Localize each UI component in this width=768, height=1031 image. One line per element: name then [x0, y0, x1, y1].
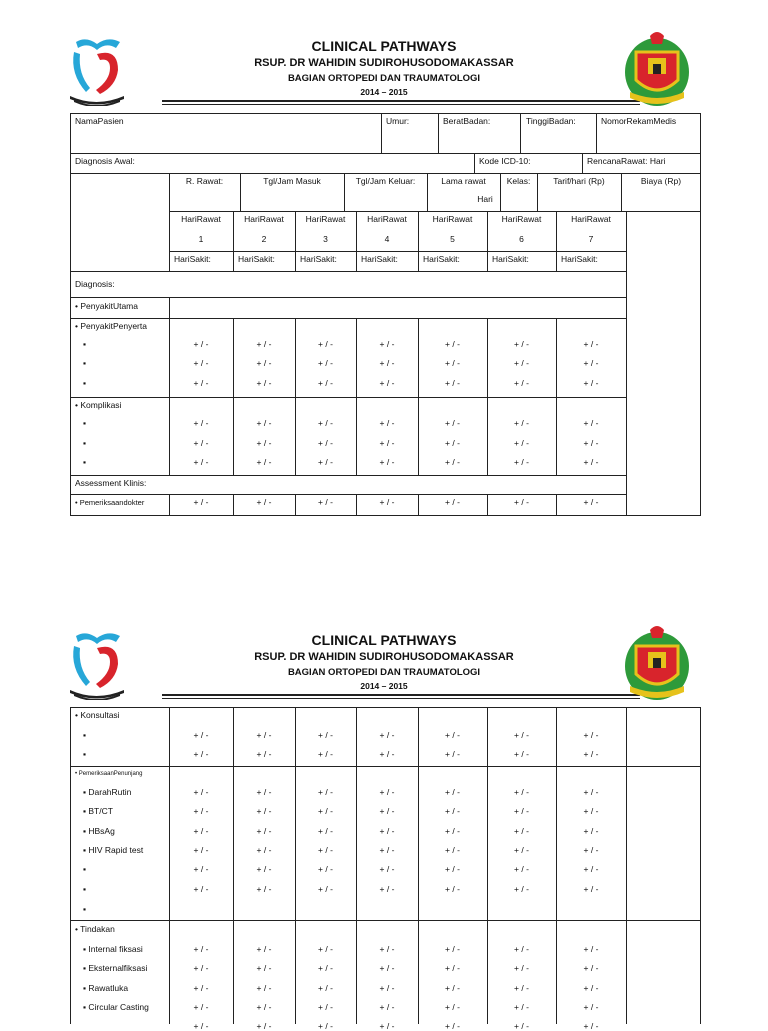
result-mark: + / - — [318, 826, 333, 836]
result-mark: + / - — [256, 806, 272, 816]
result-mark: + / - — [514, 787, 529, 797]
result-mark: + / - — [379, 806, 395, 816]
result-mark: + / - — [514, 358, 529, 368]
label-internal-fiksasi: ▪ Internal fiksasi — [83, 944, 143, 954]
result-mark: + / - — [445, 963, 460, 973]
label-hbsag: ▪ HBsAg — [83, 826, 115, 836]
bullet-item: ▪ — [83, 378, 87, 388]
result-mark: + / - — [514, 1021, 529, 1031]
label-btct: ▪ BT/CT — [83, 806, 113, 816]
label-konsultasi: • Konsultasi — [75, 710, 120, 720]
department-name: BAGIAN ORTOPEDI DAN TRAUMATOLOGI — [287, 73, 481, 84]
result-mark: + / - — [583, 339, 599, 349]
result-mark: + / - — [514, 845, 529, 855]
result-mark: + / - — [514, 438, 529, 448]
result-mark: + / - — [256, 358, 272, 368]
result-mark: + / - — [256, 983, 272, 993]
result-mark: + / - — [256, 339, 272, 349]
result-mark: + / - — [445, 787, 460, 797]
result-mark: + / - — [318, 457, 333, 467]
result-mark: + / - — [445, 1021, 460, 1031]
result-mark: + / - — [379, 497, 395, 507]
result-mark: + / - — [445, 438, 460, 448]
result-mark: + / - — [445, 457, 460, 467]
result-mark: + / - — [445, 944, 460, 954]
result-mark: + / - — [583, 1002, 599, 1012]
result-mark: + / - — [318, 845, 333, 855]
hari-number: 5 — [450, 234, 455, 244]
label-komplikasi: • Komplikasi — [75, 400, 122, 410]
result-mark: + / - — [514, 749, 529, 759]
result-mark: + / - — [514, 983, 529, 993]
result-mark: + / - — [318, 730, 333, 740]
result-mark: + / - — [256, 749, 272, 759]
result-mark: + / - — [583, 944, 599, 954]
result-mark: + / - — [379, 378, 395, 388]
result-mark: + / - — [583, 787, 599, 797]
result-mark: + / - — [193, 497, 209, 507]
bullet-item: ▪ — [83, 438, 87, 448]
hari-sakit-label: HariSakit: — [174, 254, 211, 264]
result-mark: + / - — [583, 378, 599, 388]
result-mark: + / - — [379, 438, 395, 448]
result-mark: + / - — [318, 963, 333, 973]
field-lama-rawat-unit: Hari — [477, 194, 493, 204]
result-mark: + / - — [379, 787, 395, 797]
result-mark: + / - — [514, 1002, 529, 1012]
doc-title: CLINICAL PATHWAYS — [311, 38, 457, 54]
field-kode-icd: Kode ICD-10: — [479, 156, 531, 166]
hospital-name: RSUP. DR WAHIDIN SUDIROHUSODOMAKASSAR — [254, 57, 514, 69]
result-mark: + / - — [193, 418, 209, 428]
result-mark: + / - — [583, 457, 599, 467]
result-mark: + / - — [445, 497, 460, 507]
label-circular-casting: ▪ Circular Casting — [83, 1002, 149, 1012]
result-mark: + / - — [445, 1002, 460, 1012]
result-mark: + / - — [583, 806, 599, 816]
result-mark: + / - — [256, 845, 272, 855]
result-mark: + / - — [379, 730, 395, 740]
bullet-item: ▪ — [83, 884, 87, 894]
hari-number: 3 — [323, 234, 328, 244]
result-mark: + / - — [379, 826, 395, 836]
result-mark: + / - — [445, 749, 460, 759]
label-penyakit-penyerta: • PenyakitPenyerta — [75, 321, 147, 331]
result-mark: + / - — [514, 884, 529, 894]
result-mark: + / - — [318, 864, 333, 874]
result-mark: + / - — [318, 497, 333, 507]
result-mark: + / - — [445, 378, 460, 388]
result-mark: + / - — [583, 749, 599, 759]
hari-sakit-label: HariSakit: — [561, 254, 598, 264]
field-kelas: Kelas: — [506, 176, 531, 186]
result-mark: + / - — [445, 864, 460, 874]
result-mark: + / - — [514, 806, 529, 816]
result-mark: + / - — [583, 826, 599, 836]
result-mark: + / - — [379, 1021, 395, 1031]
result-mark: + / - — [318, 1021, 333, 1031]
result-mark: + / - — [583, 845, 599, 855]
result-mark: + / - — [318, 378, 333, 388]
result-mark: + / - — [256, 1021, 272, 1031]
field-rencana-rawat: RencanaRawat: Hari — [587, 156, 666, 166]
result-mark: + / - — [256, 730, 272, 740]
hari-rawat-label: HariRawat — [432, 214, 473, 224]
result-mark: + / - — [379, 358, 395, 368]
result-mark: + / - — [379, 963, 395, 973]
result-mark: + / - — [445, 418, 460, 428]
field-lama-rawat: Lama rawat — [441, 176, 486, 186]
field-diagnosis-awal: Diagnosis Awal: — [75, 156, 135, 166]
result-mark: + / - — [318, 944, 333, 954]
result-mark: + / - — [193, 457, 209, 467]
department-name: BAGIAN ORTOPEDI DAN TRAUMATOLOGI — [287, 667, 481, 678]
result-mark: + / - — [379, 864, 395, 874]
result-mark: + / - — [583, 963, 599, 973]
bullet-item: ▪ — [83, 904, 87, 914]
hari-rawat-label: HariRawat — [305, 214, 346, 224]
result-mark: + / - — [379, 339, 395, 349]
result-mark: + / - — [318, 806, 333, 816]
result-mark: + / - — [514, 826, 529, 836]
label-pemeriksaan-dokter: • Pemeriksaandokter — [75, 498, 145, 507]
result-mark: + / - — [583, 983, 599, 993]
field-berat-badan: BeratBadan: — [443, 116, 491, 126]
result-mark: + / - — [256, 963, 272, 973]
result-mark: + / - — [514, 963, 529, 973]
result-mark: + / - — [514, 730, 529, 740]
hospital-name: RSUP. DR WAHIDIN SUDIROHUSODOMAKASSAR — [254, 651, 514, 663]
bullet-item: ▪ — [83, 418, 87, 428]
result-mark: + / - — [583, 497, 599, 507]
field-umur: Umur: — [386, 116, 410, 126]
result-mark: + / - — [318, 418, 333, 428]
result-mark: + / - — [583, 730, 599, 740]
result-mark: + / - — [193, 1002, 209, 1012]
hari-rawat-label: HariRawat — [244, 214, 284, 224]
result-mark: + / - — [193, 438, 209, 448]
result-mark: + / - — [583, 418, 599, 428]
result-mark: + / - — [256, 1002, 272, 1012]
period: 2014 – 2015 — [360, 681, 408, 691]
hari-sakit-label: HariSakit: — [423, 254, 460, 264]
section-assessment: Assessment Klinis: — [75, 478, 147, 488]
result-mark: + / - — [256, 884, 272, 894]
label-pemeriksaan-penunjang: • PemeriksaanPenunjang — [75, 771, 143, 777]
result-mark: + / - — [256, 438, 272, 448]
result-mark: + / - — [445, 339, 460, 349]
bullet-item: ▪ — [83, 339, 87, 349]
field-nomor-rekam-medis: NomorRekamMedis — [601, 116, 677, 126]
bullet-item: ▪ — [83, 730, 87, 740]
bullet-item: ▪ — [83, 749, 87, 759]
field-tinggi-badan: TinggiBadan: — [526, 116, 576, 126]
result-mark: + / - — [256, 457, 272, 467]
result-mark: + / - — [445, 983, 460, 993]
result-mark: + / - — [583, 1021, 599, 1031]
hari-rawat-label: HariRawat — [571, 214, 611, 224]
result-mark: + / - — [445, 884, 460, 894]
result-mark: + / - — [193, 845, 209, 855]
hari-number: 2 — [261, 234, 267, 244]
result-mark: + / - — [445, 806, 460, 816]
result-mark: + / - — [193, 826, 209, 836]
result-mark: + / - — [256, 418, 272, 428]
bullet-item: ▪ — [83, 457, 87, 467]
result-mark: + / - — [193, 983, 209, 993]
hari-sakit-label: HariSakit: — [238, 254, 275, 264]
result-mark: + / - — [445, 845, 460, 855]
label-hiv: ▪ HIV Rapid test — [83, 845, 144, 855]
result-mark: + / - — [379, 749, 395, 759]
result-mark: + / - — [514, 339, 529, 349]
result-mark: + / - — [318, 1002, 333, 1012]
result-mark: + / - — [256, 378, 272, 388]
hari-number: 7 — [588, 234, 594, 244]
label-tindakan: • Tindakan — [75, 924, 115, 934]
result-mark: + / - — [256, 826, 272, 836]
result-mark: + / - — [514, 378, 529, 388]
result-mark: + / - — [379, 1002, 395, 1012]
result-mark: + / - — [193, 730, 209, 740]
result-mark: + / - — [379, 418, 395, 428]
hari-number: 1 — [198, 234, 204, 244]
result-mark: + / - — [583, 358, 599, 368]
field-tgl-masuk: Tgl/Jam Masuk — [263, 176, 321, 186]
result-mark: + / - — [318, 884, 333, 894]
field-tarif-hari: Tarif/hari (Rp) — [553, 176, 605, 186]
result-mark: + / - — [514, 457, 529, 467]
result-mark: + / - — [583, 864, 599, 874]
result-mark: + / - — [193, 339, 209, 349]
result-mark: + / - — [514, 944, 529, 954]
label-rawat-luka: ▪ Rawatluka — [83, 983, 129, 993]
label-penyakit-utama: • PenyakitUtama — [75, 301, 138, 311]
result-mark: + / - — [318, 358, 333, 368]
field-tgl-keluar: Tgl/Jam Keluar: — [355, 176, 416, 186]
result-mark: + / - — [193, 749, 209, 759]
result-mark: + / - — [318, 787, 333, 797]
result-mark: + / - — [193, 884, 209, 894]
result-mark: + / - — [193, 864, 209, 874]
result-mark: + / - — [318, 339, 333, 349]
result-mark: + / - — [583, 438, 599, 448]
result-mark: + / - — [318, 438, 333, 448]
result-mark: + / - — [193, 806, 209, 816]
hari-sakit-label: HariSakit: — [361, 254, 398, 264]
result-mark: + / - — [445, 826, 460, 836]
result-mark: + / - — [445, 358, 460, 368]
hari-sakit-label: HariSakit: — [300, 254, 337, 264]
hari-rawat-label: HariRawat — [181, 214, 221, 224]
result-mark: + / - — [193, 963, 209, 973]
hari-number: 4 — [384, 234, 390, 244]
result-mark: + / - — [193, 1021, 209, 1031]
hari-number: 6 — [519, 234, 524, 244]
field-nama-pasien: NamaPasien — [75, 116, 124, 126]
field-biaya: Biaya (Rp) — [640, 176, 682, 186]
label-darah-rutin: ▪ DarahRutin — [83, 787, 132, 797]
result-mark: + / - — [256, 864, 272, 874]
bullet-item: ▪ — [83, 358, 87, 368]
result-mark: + / - — [256, 787, 272, 797]
result-mark: + / - — [379, 457, 395, 467]
result-mark: + / - — [379, 983, 395, 993]
field-ruang-rawat: R. Rawat: — [185, 176, 224, 186]
bullet-item: ▪ — [83, 864, 87, 874]
result-mark: + / - — [193, 378, 209, 388]
result-mark: + / - — [193, 944, 209, 954]
result-mark: + / - — [318, 983, 333, 993]
result-mark: + / - — [379, 944, 395, 954]
hari-sakit-label: HariSakit: — [492, 254, 529, 264]
doc-title: CLINICAL PATHWAYS — [311, 632, 457, 648]
result-mark: + / - — [318, 749, 333, 759]
result-mark: + / - — [256, 497, 272, 507]
result-mark: + / - — [379, 845, 395, 855]
result-mark: + / - — [445, 730, 460, 740]
result-mark: + / - — [514, 497, 529, 507]
result-mark: + / - — [256, 944, 272, 954]
result-mark: + / - — [193, 787, 209, 797]
hari-rawat-label: HariRawat — [501, 214, 542, 224]
result-mark: + / - — [514, 418, 529, 428]
result-mark: + / - — [193, 358, 209, 368]
hari-rawat-label: HariRawat — [367, 214, 407, 224]
period: 2014 – 2015 — [360, 87, 408, 97]
result-mark: + / - — [379, 884, 395, 894]
label-eksternal-fiksasi: ▪ Eksternalfiksasi — [83, 963, 148, 973]
result-mark: + / - — [514, 864, 529, 874]
result-mark: + / - — [583, 884, 599, 894]
section-diagnosis: Diagnosis: — [75, 279, 115, 289]
